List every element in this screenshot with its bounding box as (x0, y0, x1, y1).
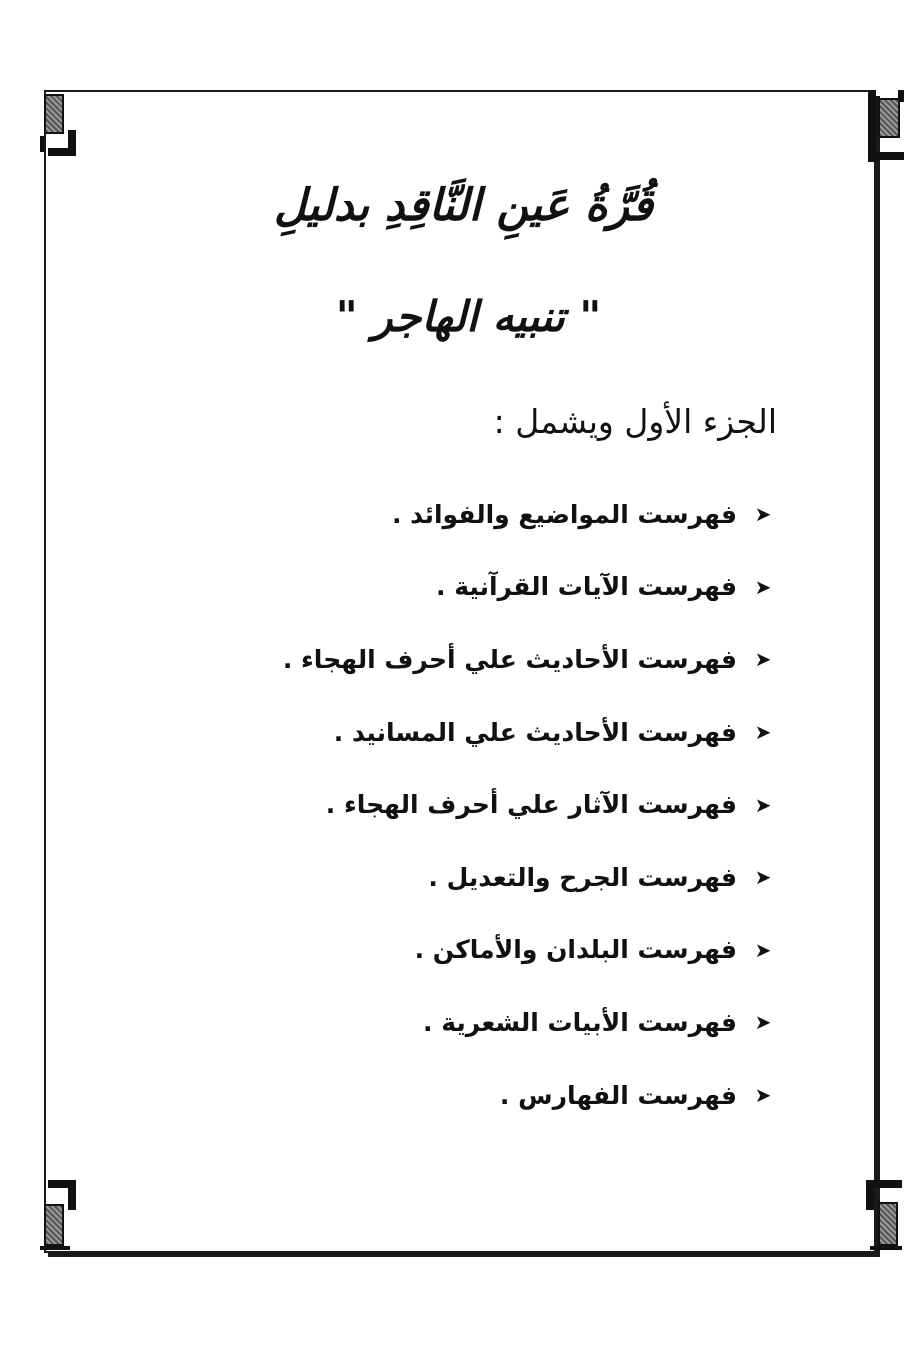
list-item (283, 986, 775, 1059)
list-item (283, 551, 775, 624)
corner-ornament-top-right (868, 90, 904, 162)
list-item-label: فهرست المواضيع والفوائد . (391, 499, 737, 529)
corner-ornament-bottom-left (40, 1180, 76, 1252)
list-item-label: فهرست الآثار علي أحرف الهجاء . (325, 790, 737, 820)
list-item-label: فهرست الأحاديث علي المسانيد . (333, 717, 737, 747)
arrow-bullet-icon: ➤ (754, 937, 772, 962)
arrow-bullet-icon: ➤ (754, 792, 772, 817)
list-item (283, 841, 775, 914)
arrow-bullet-icon: ➤ (754, 720, 772, 745)
index-list (283, 478, 775, 1131)
list-item-label: فهرست البلدان والأماكن . (414, 935, 737, 965)
corner-ornament-top-left (40, 90, 76, 162)
list-item (283, 1059, 775, 1132)
book-subtitle: " تنبيه الهاجر " (335, 292, 602, 341)
list-item (283, 914, 775, 987)
book-title: قُرَّةُ عَينِ النَّاقِدِ بدليلِ (273, 180, 654, 231)
arrow-bullet-icon: ➤ (754, 1010, 772, 1035)
list-item-label: فهرست الأحاديث علي أحرف الهجاء . (282, 644, 737, 674)
list-item (283, 623, 775, 696)
section-intro: الجزء الأول ويشمل : (493, 402, 777, 441)
list-item-label: فهرست الفهارس . (499, 1080, 737, 1110)
list-item-label: فهرست الأبيات الشعرية . (423, 1007, 737, 1037)
corner-ornament-bottom-right (866, 1180, 902, 1252)
arrow-bullet-icon: ➤ (754, 1083, 772, 1108)
list-item (283, 768, 775, 841)
arrow-bullet-icon: ➤ (754, 865, 772, 890)
list-item (283, 696, 775, 769)
frame-right-shadow (876, 96, 880, 1257)
list-item-label: فهرست الآيات القرآنية . (436, 572, 737, 602)
frame-bottom-shadow (48, 1253, 878, 1257)
list-item-label: فهرست الجرح والتعديل . (428, 862, 737, 892)
arrow-bullet-icon: ➤ (754, 647, 772, 672)
list-item (283, 478, 775, 551)
arrow-bullet-icon: ➤ (754, 502, 772, 527)
arrow-bullet-icon: ➤ (754, 574, 772, 599)
